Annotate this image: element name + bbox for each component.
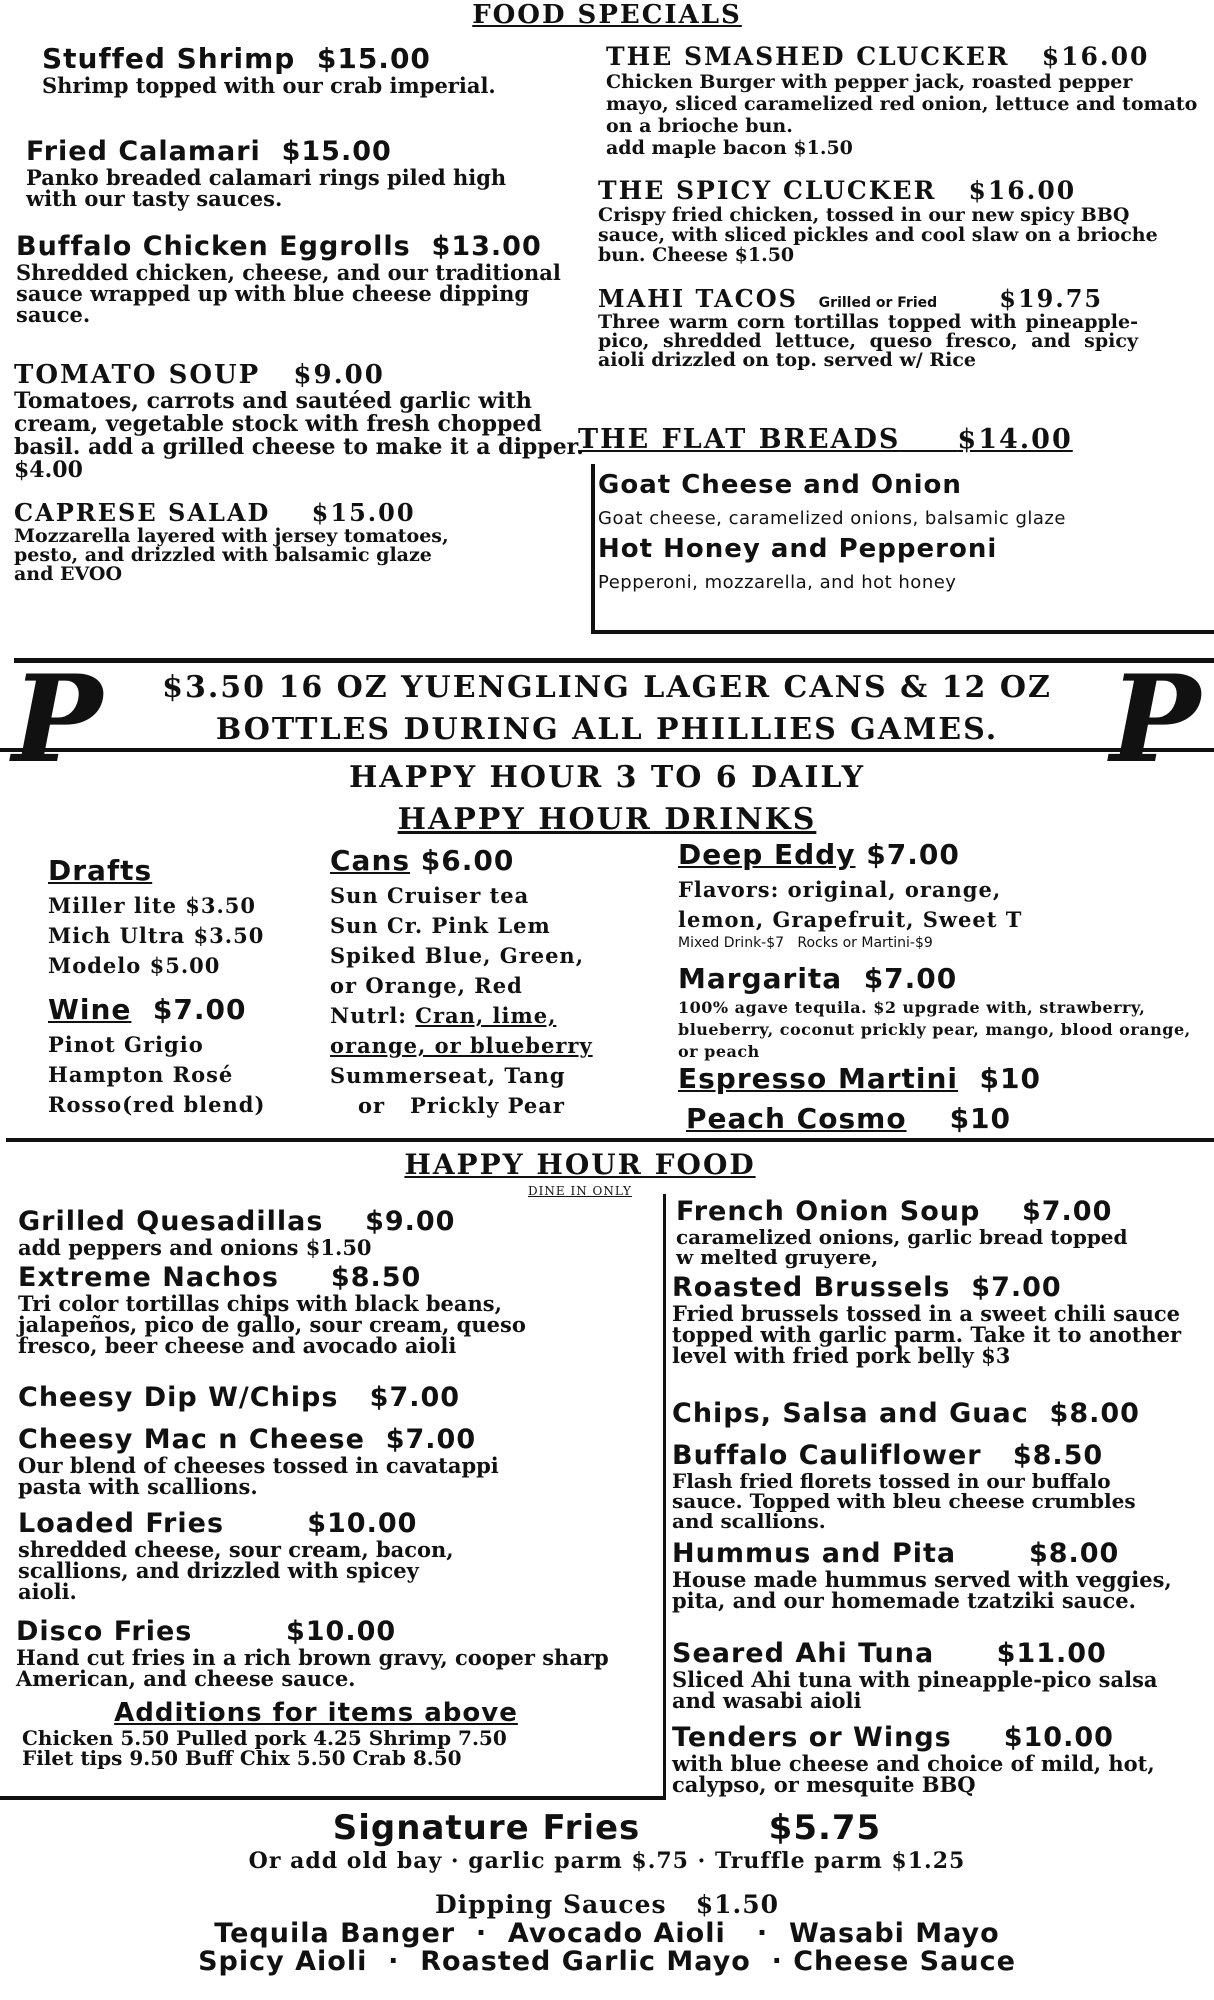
flatbreads-border-left: [591, 464, 595, 634]
additions-line: Chicken 5.50 Pulled pork 4.25 Shrimp 7.50: [22, 1726, 507, 1750]
additions-title: Additions for items above: [114, 1698, 518, 1728]
banner-line-1: $3.50 16 OZ YUENGLING LAGER CANS & 12 OZ: [162, 670, 1052, 705]
item-desc: Hand cut fries in a rich brown gravy, cooper sharp American, and cheese sauce.: [16, 1645, 609, 1691]
wine-title: Wine $7.00: [48, 993, 247, 1026]
deep-eddy-small: Mixed Drink-$7 Rocks or Martini-$9: [678, 935, 933, 951]
item-desc: Three warm corn tortillas topped with pineapple-pico, shredded lettuce, queso fresco, and spicy aioli drizzled on top. served w/ Rice: [598, 311, 1138, 371]
item-desc: Fried brussels tossed in a sweet chili sauce topped with garlic parm. Take it to another level with fried pork belly $3: [672, 1301, 1182, 1368]
item-desc: Shredded chicken, cheese, and our traditional sauce wrapped up with blue cheese dipping sauce.: [16, 260, 561, 327]
dipping-sauces-line: Spicy Aioli · Roasted Garlic Mayo · Cheese Sauce: [198, 1946, 1016, 1977]
hh-food-item: [18, 1382, 658, 1413]
item-name: Disco Fries: [16, 1616, 193, 1647]
phillies-logo-left: P: [12, 649, 103, 790]
happy-hour-drinks-title: HAPPY HOUR DRINKS: [397, 802, 817, 837]
item-price: $15.00: [311, 498, 416, 527]
can-item: or Prickly Pear: [358, 1093, 565, 1118]
item-name: CAPRESE SALAD: [14, 498, 271, 527]
deep-eddy-title: Deep Eddy $7.00: [678, 838, 960, 871]
item-name: TOMATO SOUP: [14, 360, 261, 390]
special-item: [598, 176, 1198, 265]
margarita-title: Margarita $7.00: [678, 962, 958, 995]
item-name: Signature Fries: [332, 1808, 641, 1848]
dipping-sauces-title: Dipping Sauces $1.50: [434, 1890, 780, 1919]
item-price: $8.00: [1028, 1538, 1120, 1569]
item-desc: Shrimp topped with our crab imperial.: [42, 73, 496, 98]
item-price: $7.00: [385, 1424, 477, 1455]
item-price: $16.00: [1041, 42, 1150, 71]
banner-top-rule: [14, 658, 1214, 663]
hh-food-item: [18, 1262, 658, 1356]
item-desc: House made hummus served with veggies, pita, and our homemade tzatziki sauce.: [672, 1567, 1172, 1613]
fries-addons: Or add old bay · garlic parm $.75 · Truffle parm $1.25: [248, 1848, 966, 1874]
dipping-sauces-line: Tequila Banger · Avocado Aioli · Wasabi Mayo: [214, 1918, 1000, 1949]
item-desc: add peppers and onions $1.50: [18, 1235, 372, 1260]
draft-item: Miller lite $3.50: [48, 893, 256, 918]
item-name: Fried Calamari: [26, 136, 261, 167]
special-item: [16, 231, 596, 325]
can-item: Sun Cruiser tea: [330, 883, 530, 908]
banner-line-2: BOTTLES DURING ALL PHILLIES GAMES.: [215, 712, 999, 747]
item-name: Extreme Nachos: [18, 1262, 279, 1293]
item-extra: add maple bacon $1.50: [606, 137, 853, 159]
draft-item: Mich Ultra $3.50: [48, 923, 265, 948]
special-item: [598, 284, 1138, 370]
item-name: Buffalo Cauliflower: [672, 1440, 982, 1471]
can-item: Summerseat, Tang: [330, 1063, 566, 1088]
special-item: [14, 360, 604, 482]
hh-food-box-bottom: [0, 1796, 666, 1800]
item-desc: shredded cheese, sour cream, bacon, scallions, and drizzled with spicey aioli.: [18, 1537, 454, 1604]
item-name: Cheesy Mac n Cheese: [18, 1424, 365, 1455]
item-desc: Chicken Burger with pepper jack, roasted pepper mayo, sliced caramelized red onion, lettuce and tomato on a brioche bun.: [606, 71, 1198, 137]
item-price: $8.50: [1012, 1440, 1104, 1471]
item-desc: caramelized onions, garlic bread topped w melted gruyere,: [676, 1225, 1128, 1269]
item-name: Seared Ahi Tuna: [672, 1638, 935, 1669]
hh-food-item: [16, 1616, 661, 1689]
item-price: $8.00: [1049, 1398, 1140, 1429]
hh-food-item: [672, 1272, 1207, 1366]
item-desc: Tri color tortillas chips with black beans, jalapeños, pico de gallo, sour cream, queso fresco, beer cheese and avocado aioli: [18, 1291, 526, 1358]
item-desc: Our blend of cheeses tossed in cavatappi pasta with scallions.: [18, 1453, 499, 1499]
item-price: $7.00: [1021, 1196, 1113, 1227]
hh-food-item: [672, 1538, 1207, 1611]
can-item: orange, or blueberry: [330, 1033, 593, 1058]
hh-food-divider: [663, 1194, 666, 1800]
deep-eddy-section: [678, 838, 1208, 951]
item-price: $11.00: [996, 1638, 1107, 1669]
hh-food-item: [672, 1398, 1212, 1429]
special-item: [606, 42, 1201, 159]
special-item: [42, 42, 582, 96]
item-price: $15.00: [281, 136, 392, 167]
draft-item: Modelo $5.00: [48, 953, 221, 978]
item-name: Hot Honey and Pepperoni: [598, 534, 998, 564]
item-price: $9.00: [293, 360, 385, 390]
hh-food-item: [676, 1196, 1206, 1267]
item-desc: Tomatoes, carrots and sautéed garlic with cream, vegetable stock with fresh chopped basil. add a grilled cheese to make it a dipper. $4.00: [14, 388, 584, 483]
hh-food-title: HAPPY HOUR FOOD: [404, 1148, 756, 1181]
hh-food-item: [18, 1424, 658, 1497]
item-desc: Flash fried florets tossed in our buffalo sauce. Topped with bleu cheese crumbles and scallions.: [672, 1469, 1136, 1533]
wine-item: Rosso(red blend): [48, 1092, 266, 1117]
banner-bottom-rule: [0, 748, 1214, 752]
phillies-logo-right: P: [1110, 649, 1201, 790]
specials-title: FOOD SPECIALS: [472, 0, 742, 30]
drafts-title: Drafts: [48, 854, 153, 887]
item-name: Chips, Salsa and Guac: [672, 1398, 1029, 1429]
special-item: [26, 136, 566, 209]
item-name: Buffalo Chicken Eggrolls: [16, 231, 411, 262]
flatbreads-border-bottom: [591, 630, 1214, 634]
item-name: Grilled Quesadillas: [18, 1206, 324, 1237]
deep-eddy-line: lemon, Grapefruit, Sweet T: [678, 907, 1023, 932]
flatbread-item: [598, 470, 1208, 529]
item-name: Hummus and Pita: [672, 1538, 957, 1569]
item-name: Cheesy Dip W/Chips: [18, 1382, 339, 1413]
cans-section: [330, 844, 670, 1121]
item-name: Roasted Brussels: [672, 1272, 951, 1303]
drafts-section: [48, 854, 328, 1120]
hh-food-item: [18, 1508, 658, 1602]
hh-food-subtitle: DINE IN ONLY: [528, 1184, 632, 1198]
item-desc: Panko breaded calamari rings piled high with our tasty sauces.: [26, 165, 507, 211]
hh-food-item: [672, 1638, 1207, 1711]
item-desc: Pepperoni, mozzarella, and hot honey: [598, 572, 957, 593]
peach-cosmo: Peach Cosmo $10: [686, 1102, 1012, 1135]
item-name: Stuffed Shrimp: [42, 42, 296, 75]
item-note: Grilled or Fried: [818, 295, 938, 311]
cans-title: Cans $6.00: [330, 844, 515, 877]
item-price: $16.00: [968, 176, 1077, 205]
deep-eddy-line: Flavors: original, orange,: [678, 877, 1002, 902]
item-price: $5.75: [768, 1808, 882, 1848]
item-name: Tenders or Wings: [672, 1722, 952, 1753]
item-price: $13.00: [431, 231, 542, 262]
can-item: or Orange, Red: [330, 973, 523, 998]
can-item: Sun Cr. Pink Lem: [330, 913, 551, 938]
item-price: $8.50: [330, 1262, 422, 1293]
item-price: $15.00: [316, 42, 431, 75]
item-desc: Sliced Ahi tuna with pineapple-pico salsa and wasabi aioli: [672, 1667, 1158, 1713]
item-desc: Mozzarella layered with jersey tomatoes, pesto, and drizzled with balsamic glaze and EVOO: [14, 525, 449, 585]
item-desc: Goat cheese, caramelized onions, balsamic glaze: [598, 508, 1066, 529]
happy-hour-title: HAPPY HOUR 3 TO 6 DAILY: [348, 760, 866, 795]
flatbreads-title: THE FLAT BREADS $14.00: [578, 424, 1073, 455]
additions-line: Filet tips 9.50 Buff Chix 5.50 Crab 8.50: [22, 1746, 462, 1770]
item-name: Goat Cheese and Onion: [598, 470, 962, 500]
item-name: French Onion Soup: [676, 1196, 981, 1227]
additions-section: [16, 1698, 661, 1768]
item-desc: Crispy fried chicken, tossed in our new spicy BBQ sauce, with sliced pickles and cool slaw on a brioche bun. Cheese $1.50: [598, 204, 1158, 266]
hh-food-item: [18, 1206, 658, 1258]
item-name: MAHI TACOS: [598, 284, 798, 313]
can-item: Spiked Blue, Green,: [330, 943, 585, 968]
item-price: $7.00: [971, 1272, 1062, 1303]
flatbread-item: [598, 534, 1208, 593]
item-price: $10.00: [307, 1508, 418, 1539]
item-name: Loaded Fries: [18, 1508, 225, 1539]
signature-fries: [0, 1808, 1214, 1848]
item-price: $9.00: [365, 1206, 456, 1237]
item-desc: with blue cheese and choice of mild, hot, calypso, or mesquite BBQ: [672, 1751, 1155, 1797]
can-item-nutrl: Nutrl: Cran, lime,: [330, 1003, 557, 1028]
item-price: $10.00: [1003, 1722, 1114, 1753]
espresso-martini: Espresso Martini $10: [678, 1062, 1041, 1095]
hh-food-item: [672, 1722, 1207, 1795]
wine-item: Pinot Grigio: [48, 1032, 204, 1057]
special-item: [14, 498, 494, 584]
item-name: THE SPICY CLUCKER: [598, 176, 937, 205]
hh-food-item: [672, 1440, 1207, 1531]
margarita-desc: 100% agave tequila. $2 upgrade with, strawberry, blueberry, coconut prickly pear, mango, blood orange, or peach: [678, 998, 1191, 1061]
item-price: $19.75: [999, 284, 1104, 313]
wine-item: Hampton Rosé: [48, 1062, 234, 1087]
margarita-section: [678, 962, 1208, 1063]
drinks-bottom-rule: [6, 1138, 1214, 1142]
item-price: $7.00: [369, 1382, 461, 1413]
item-price: $10.00: [285, 1616, 397, 1647]
item-name: THE SMASHED CLUCKER: [606, 42, 1010, 71]
